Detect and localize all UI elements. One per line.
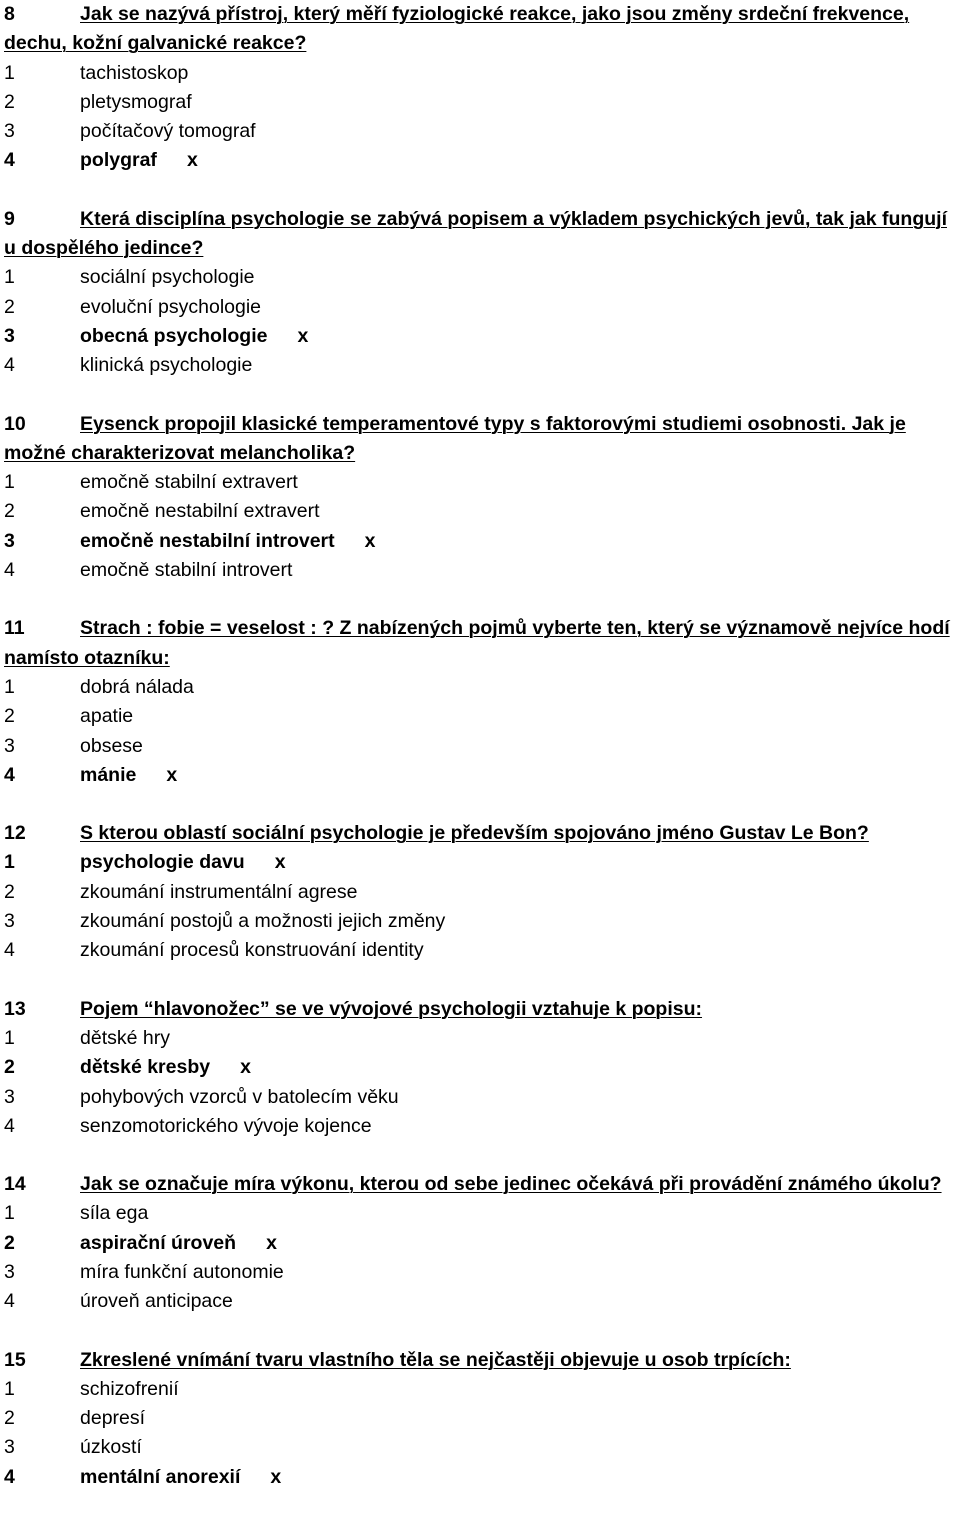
answer-option [4, 673, 956, 702]
answer-option [4, 468, 956, 497]
option-number: 4 [4, 354, 15, 377]
answer-option [4, 88, 956, 117]
question-text [4, 819, 956, 848]
option-number: 2 [4, 1407, 15, 1430]
answer-option [4, 556, 956, 585]
option-text: mentální anorexií [80, 1465, 241, 1488]
answer-option [4, 322, 956, 351]
option-number: 3 [4, 529, 15, 552]
question-text [4, 614, 956, 673]
option-number: 1 [4, 266, 15, 289]
answer-option [4, 1463, 956, 1492]
question-text [4, 205, 956, 264]
option-number: 4 [4, 939, 15, 962]
option-number: 4 [4, 1114, 15, 1137]
option-text: úzkostí [80, 1436, 142, 1459]
option-number: 1 [4, 1202, 15, 1225]
answer-option [4, 351, 956, 380]
option-text: dětské kresby [80, 1056, 211, 1079]
option-number: 3 [4, 1260, 15, 1283]
option-number: 2 [4, 705, 15, 728]
question-number: 13 [4, 997, 26, 1020]
option-text: polygraf [80, 149, 157, 172]
option-text: obsese [80, 734, 143, 757]
correct-answer-mark: x [266, 1231, 277, 1254]
answer-option [4, 761, 956, 790]
answer-option [4, 878, 956, 907]
option-text: dobrá nálada [80, 675, 194, 698]
option-text: evoluční psychologie [80, 295, 262, 318]
option-text: emočně nestabilní introvert [80, 529, 335, 552]
option-number: 2 [4, 500, 15, 523]
option-text: aspirační úroveň [80, 1231, 237, 1254]
option-text: obecná psychologie [80, 324, 268, 347]
correct-answer-mark: x [240, 1056, 251, 1079]
option-text: apatie [80, 705, 134, 728]
question-block [4, 1170, 956, 1316]
option-number: 2 [4, 90, 15, 113]
option-number: 4 [4, 1290, 15, 1313]
option-number: 3 [4, 1085, 15, 1108]
question-text [4, 995, 956, 1024]
option-number: 3 [4, 1436, 15, 1459]
answer-option [4, 1053, 956, 1082]
answer-option [4, 1375, 956, 1404]
question-number: 11 [4, 617, 25, 640]
option-number: 4 [4, 763, 15, 786]
answer-option [4, 936, 956, 965]
option-number: 1 [4, 61, 15, 84]
option-number: 1 [4, 851, 15, 874]
option-text: sociální psychologie [80, 266, 255, 289]
option-number: 1 [4, 675, 15, 698]
option-text: míra funkční autonomie [80, 1260, 284, 1283]
question-block [4, 819, 956, 965]
option-text: klinická psychologie [80, 354, 253, 377]
option-text: síla ega [80, 1202, 149, 1225]
correct-answer-mark: x [270, 1465, 282, 1488]
question-block [4, 410, 956, 586]
question-label: Jak se nazývá přístroj, který měří fyziologické reakce, jako jsou změny srdeční frekvence, dechu, kožní galvanické reakce? [4, 3, 910, 55]
answer-option [4, 293, 956, 322]
option-text: zkoumání postojů a možnosti jejich změny [80, 910, 446, 933]
option-text: emočně nestabilní extravert [80, 500, 320, 523]
question-label: Zkreslené vnímání tvaru vlastního těla se nejčastěji objevuje u osob trpících: [80, 1348, 791, 1371]
question-number: 12 [4, 822, 26, 845]
option-number: 4 [4, 559, 15, 582]
question-block [4, 1346, 956, 1492]
question-text [4, 1170, 956, 1199]
option-text: počítačový tomograf [80, 120, 256, 143]
answer-option [4, 117, 956, 146]
answer-option [4, 1199, 956, 1228]
answer-option [4, 1112, 956, 1141]
answer-option [4, 1404, 956, 1433]
answer-option [4, 1083, 956, 1112]
quiz-document [4, 0, 956, 1521]
answer-option [4, 1024, 956, 1053]
correct-answer-mark: x [364, 529, 376, 552]
option-number: 4 [4, 149, 15, 172]
answer-option [4, 263, 956, 292]
option-text: mánie [80, 763, 137, 786]
option-number: 1 [4, 1377, 15, 1400]
answer-option [4, 1258, 956, 1287]
answer-option [4, 59, 956, 88]
option-number: 3 [4, 734, 15, 757]
correct-answer-mark: x [166, 763, 178, 786]
option-number: 2 [4, 1056, 15, 1079]
answer-option [4, 527, 956, 556]
answer-option [4, 907, 956, 936]
question-label: Jak se označuje míra výkonu, kterou od sebe jedinec očekává při provádění známého úkolu? [80, 1173, 942, 1196]
question-text [4, 1346, 956, 1375]
answer-option [4, 1287, 956, 1316]
answer-option [4, 497, 956, 526]
option-number: 3 [4, 910, 15, 933]
answer-option [4, 1433, 956, 1462]
question-block [4, 614, 956, 790]
option-text: úroveň anticipace [80, 1290, 233, 1313]
answer-option [4, 848, 956, 877]
option-number: 3 [4, 120, 15, 143]
option-text: emočně stabilní extravert [80, 471, 298, 494]
correct-answer-mark: x [274, 851, 286, 874]
question-number: 15 [4, 1348, 26, 1371]
option-text: pletysmograf [80, 90, 192, 113]
answer-option [4, 1229, 956, 1258]
question-block [4, 0, 956, 176]
option-text: pohybových vzorců v batolecím věku [80, 1085, 399, 1108]
answer-option [4, 146, 956, 175]
option-number: 2 [4, 1231, 15, 1254]
answer-option [4, 732, 956, 761]
option-text: schizofrenií [80, 1377, 179, 1400]
option-text: zkoumání procesů konstruování identity [80, 939, 424, 962]
question-number: 14 [4, 1173, 26, 1196]
question-label: Pojem “hlavonožec” se ve vývojové psychologii vztahuje k popisu: [80, 997, 703, 1020]
question-number: 9 [4, 207, 15, 230]
option-number: 2 [4, 880, 15, 903]
question-label: Která disciplína psychologie se zabývá popisem a výkladem psychických jevů, tak jak fungují u dospělého jedince? [4, 207, 947, 260]
option-number: 1 [4, 471, 15, 494]
question-label: Eysenck propojil klasické temperamentové typy s faktorovými studiemi osobnosti. Jak je možné charakterizovat melancholika? [4, 412, 906, 464]
question-number: 10 [4, 412, 26, 435]
option-number: 2 [4, 295, 15, 318]
question-text [4, 0, 956, 59]
question-number: 8 [4, 3, 15, 25]
option-text: emočně stabilní introvert [80, 559, 293, 582]
option-text: tachistoskop [80, 61, 189, 84]
question-label: S kterou oblastí sociální psychologie je především spojováno jméno Gustav Le Bon? [80, 822, 869, 845]
correct-answer-mark: x [297, 324, 309, 347]
answer-option [4, 702, 956, 731]
option-text: depresí [80, 1407, 146, 1430]
option-text: senzomotorického vývoje kojence [80, 1114, 372, 1137]
question-block [4, 205, 956, 381]
option-text: dětské hry [80, 1026, 170, 1049]
option-number: 1 [4, 1026, 15, 1049]
correct-answer-mark: x [186, 149, 198, 172]
option-text: psychologie davu [80, 851, 245, 874]
option-number: 4 [4, 1465, 15, 1488]
question-label: Strach : fobie = veselost : ? Z nabízených pojmů vyberte ten, který se významově nejvíce hodí namísto otazníku: [4, 617, 950, 669]
option-number: 3 [4, 324, 15, 347]
question-text [4, 410, 956, 469]
question-block [4, 995, 956, 1141]
option-text: zkoumání instrumentální agrese [80, 880, 358, 903]
